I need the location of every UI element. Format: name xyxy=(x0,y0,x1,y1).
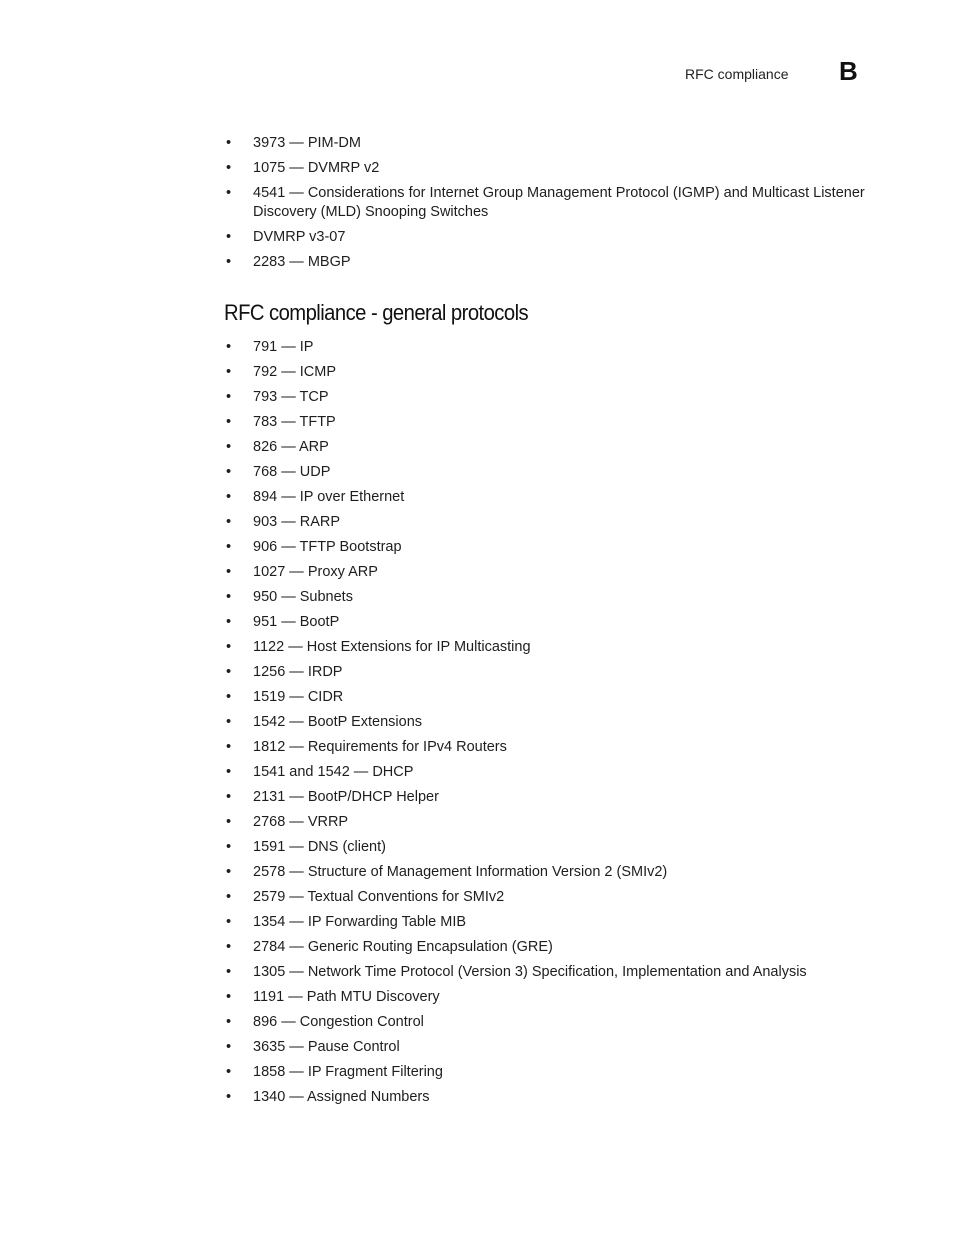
bullet-icon: • xyxy=(226,414,232,430)
list-item-text: 906 — TFTP Bootstrap xyxy=(253,539,402,555)
list-item xyxy=(226,963,886,982)
bullet-icon: • xyxy=(226,1064,232,1080)
list-item xyxy=(226,463,886,482)
list-item xyxy=(226,738,886,757)
bullet-icon: • xyxy=(226,914,232,930)
list-item xyxy=(226,938,886,957)
list-item xyxy=(226,663,886,682)
bullet-icon: • xyxy=(226,1014,232,1030)
bullet-icon: • xyxy=(226,514,232,530)
list-item-text: 894 — IP over Ethernet xyxy=(253,489,405,505)
list-item xyxy=(226,563,886,582)
list-item xyxy=(226,363,886,382)
list-item-text: 1542 — BootP Extensions xyxy=(253,714,423,730)
list-item-text: 1354 — IP Forwarding Table MIB xyxy=(253,914,467,930)
list-item xyxy=(226,338,886,357)
list-item-text: 4541 — Considerations for Internet Group Management Protocol (IGMP) and Multicast Listener Discovery (MLD) Snooping Switches xyxy=(253,185,865,220)
list-item-text: 1075 — DVMRP v2 xyxy=(253,160,380,176)
bullet-icon: • xyxy=(226,1089,232,1105)
bullet-icon: • xyxy=(226,614,232,630)
bullet-icon: • xyxy=(226,789,232,805)
bullet-icon: • xyxy=(226,839,232,855)
list-item xyxy=(226,588,886,607)
bullet-icon: • xyxy=(226,539,232,555)
multicast-rfc-list xyxy=(226,134,886,278)
bullet-icon: • xyxy=(226,185,232,201)
bullet-icon: • xyxy=(226,714,232,730)
bullet-icon: • xyxy=(226,739,232,755)
list-item xyxy=(226,253,886,272)
list-item xyxy=(226,1063,886,1082)
list-item-text: 826 — ARP xyxy=(253,439,329,455)
list-item-text: 2283 — MBGP xyxy=(253,254,351,270)
list-item xyxy=(226,538,886,557)
running-header xyxy=(0,58,954,88)
section-heading: RFC compliance - general protocols xyxy=(224,300,529,325)
bullet-icon: • xyxy=(226,254,232,270)
bullet-icon: • xyxy=(226,489,232,505)
list-item xyxy=(226,613,886,632)
bullet-icon: • xyxy=(226,889,232,905)
list-item-text: 1812 — Requirements for IPv4 Routers xyxy=(253,739,507,755)
list-item xyxy=(226,913,886,932)
list-item-text: 1519 — CIDR xyxy=(253,689,344,705)
list-item xyxy=(226,863,886,882)
list-item-text: 768 — UDP xyxy=(253,464,331,480)
list-item-text: 903 — RARP xyxy=(253,514,341,530)
list-item xyxy=(226,1038,886,1057)
bullet-icon: • xyxy=(226,664,232,680)
list-item-text: 1027 — Proxy ARP xyxy=(253,564,378,580)
list-item-text: 2578 — Structure of Management Information Version 2 (SMIv2) xyxy=(253,864,668,880)
list-item xyxy=(226,388,886,407)
bullet-icon: • xyxy=(226,814,232,830)
running-title: RFC compliance xyxy=(685,66,789,82)
list-item xyxy=(226,513,886,532)
bullet-icon: • xyxy=(226,964,232,980)
list-item xyxy=(226,763,886,782)
bullet-icon: • xyxy=(226,939,232,955)
list-item-text: 783 — TFTP xyxy=(253,414,336,430)
list-item-text: 3973 — PIM-DM xyxy=(253,135,361,151)
list-item-text: 2579 — Textual Conventions for SMIv2 xyxy=(253,889,505,905)
list-item xyxy=(226,888,886,907)
bullet-icon: • xyxy=(226,389,232,405)
bullet-icon: • xyxy=(226,160,232,176)
bullet-icon: • xyxy=(226,1039,232,1055)
list-item-text: 950 — Subnets xyxy=(253,589,353,605)
list-item-text: 1340 — Assigned Numbers xyxy=(253,1089,430,1105)
bullet-icon: • xyxy=(226,464,232,480)
list-item xyxy=(226,438,886,457)
list-item xyxy=(226,713,886,732)
list-item xyxy=(226,688,886,707)
list-item-text: 951 — BootP xyxy=(253,614,340,630)
list-item-text: DVMRP v3-07 xyxy=(253,229,346,245)
bullet-icon: • xyxy=(226,564,232,580)
list-item-text: 2131 — BootP/DHCP Helper xyxy=(253,789,439,805)
list-item xyxy=(226,413,886,432)
list-item xyxy=(226,159,886,178)
bullet-icon: • xyxy=(226,689,232,705)
list-item-text: 793 — TCP xyxy=(253,389,329,405)
list-item xyxy=(226,184,886,222)
list-item xyxy=(226,134,886,153)
bullet-icon: • xyxy=(226,364,232,380)
list-item-text: 1122 — Host Extensions for IP Multicasting xyxy=(253,639,531,655)
list-item-text: 1256 — IRDP xyxy=(253,664,343,680)
bullet-icon: • xyxy=(226,135,232,151)
list-item-text: 2768 — VRRP xyxy=(253,814,349,830)
bullet-icon: • xyxy=(226,439,232,455)
list-item-text: 1191 — Path MTU Discovery xyxy=(253,989,440,1005)
bullet-icon: • xyxy=(226,989,232,1005)
bullet-icon: • xyxy=(226,589,232,605)
list-item xyxy=(226,228,886,247)
list-item-text: 1591 — DNS (client) xyxy=(253,839,386,855)
list-item xyxy=(226,638,886,657)
list-item-text: 1305 — Network Time Protocol (Version 3) Specification, Implementation and Analysis xyxy=(253,964,807,980)
list-item xyxy=(226,813,886,832)
list-item-text: 1541 and 1542 — DHCP xyxy=(253,764,414,780)
bullet-icon: • xyxy=(226,864,232,880)
general-protocols-rfc-list xyxy=(226,338,886,1113)
list-item xyxy=(226,838,886,857)
list-item xyxy=(226,1013,886,1032)
list-item-text: 896 — Congestion Control xyxy=(253,1014,424,1030)
bullet-icon: • xyxy=(226,639,232,655)
list-item xyxy=(226,788,886,807)
bullet-icon: • xyxy=(226,339,232,355)
list-item xyxy=(226,988,886,1007)
list-item-text: 791 — IP xyxy=(253,339,314,355)
list-item xyxy=(226,488,886,507)
list-item xyxy=(226,1088,886,1107)
appendix-letter: B xyxy=(839,56,858,86)
list-item-text: 1858 — IP Fragment Filtering xyxy=(253,1064,443,1080)
bullet-icon: • xyxy=(226,229,232,245)
bullet-icon: • xyxy=(226,764,232,780)
list-item-text: 2784 — Generic Routing Encapsulation (GRE) xyxy=(253,939,553,955)
list-item-text: 792 — ICMP xyxy=(253,364,336,380)
list-item-text: 3635 — Pause Control xyxy=(253,1039,400,1055)
